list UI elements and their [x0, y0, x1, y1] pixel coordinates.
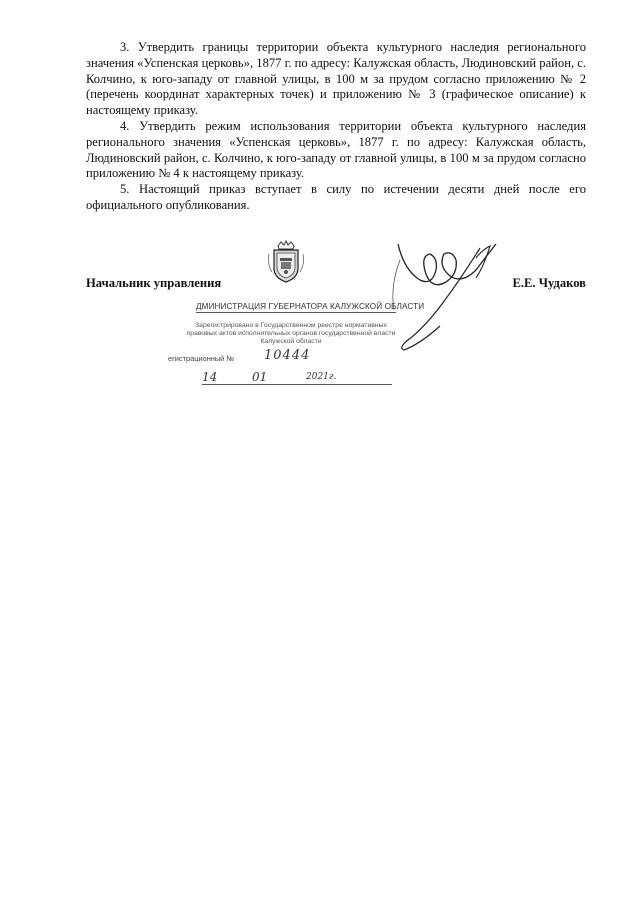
stamp-registration-label: егистрационный № — [168, 354, 235, 363]
signer-name: Е.Е. Чудаков — [512, 276, 586, 290]
paragraph-4: 4. Утвердить режим использования территории объекта культурного наследия регионального значения «Успенская церковь», 1877 г. по адресу: Калужская область, Людиновский район, с. Колчино, к юго-западу от главной улицы, в 100 м за прудом согласно приложению № 4 к настоящему приказу. — [86, 118, 586, 181]
stamp-date — [202, 370, 392, 385]
document-body — [86, 40, 586, 214]
signer-position: Начальник управления — [86, 276, 222, 290]
stamp-date-day: 14 — [202, 370, 218, 384]
handwritten-signature — [380, 240, 520, 355]
stamp-registration-number: 10444 — [264, 348, 311, 363]
signature-row — [86, 276, 586, 296]
paragraph-3: 3. Утвердить границы территории объекта культурного наследия регионального значения «Успенская церковь», 1877 г. по адресу: Калужская область, Людиновский район, с. Колчино, к юго-западу от главной улицы, в 100 м за прудом согласно приложению № 2 (перечень координат характерных точек) и приложению № 3 (графическое описание) к настоящему приказу. — [86, 40, 586, 118]
stamp-date-year: 2021г. — [306, 372, 337, 382]
stamp-date-month: 01 — [252, 370, 268, 384]
registration-stamp — [168, 302, 425, 394]
stamp-note: Зарегистрировано в Государственном реестре нормативных правовых актов исполнительных органов государственной власти Калужской области — [186, 322, 396, 345]
stamp-organization: ДМИНИСТРАЦИЯ ГУБЕРНАТОРА КАЛУЖСКОЙ ОБЛАСТИ — [196, 302, 425, 311]
paragraph-5: 5. Настоящий приказ вступает в силу по истечении десяти дней после его официального опубликования. — [86, 182, 586, 212]
